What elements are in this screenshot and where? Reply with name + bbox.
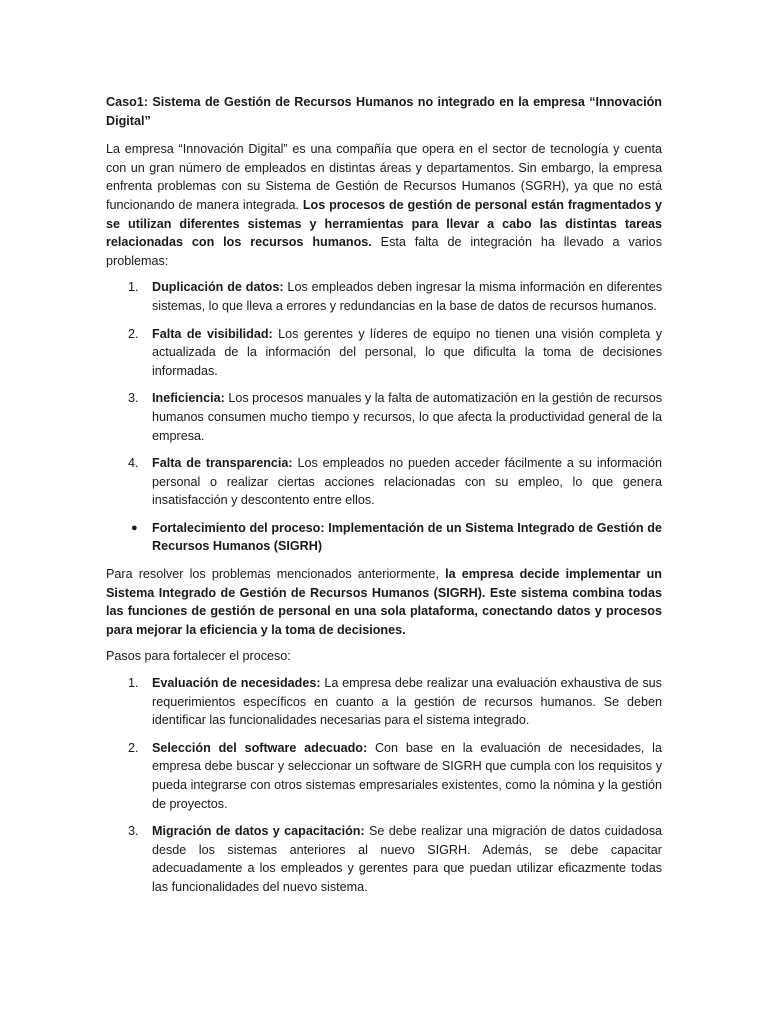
- list-number: 3.: [128, 391, 139, 406]
- list-number: 2.: [128, 326, 139, 341]
- list-number: 1.: [128, 280, 139, 295]
- steps-heading: Pasos para fortalecer el proceso:: [106, 649, 291, 664]
- intro-text: La empresa “Innovación Digital” es una compañía que opera en el sector de tecnología y cuenta con un gran número de empleados en distintas áreas y departamentos. Sin embargo, la empresa enfrenta problemas con su Sistema de Gestión de Recursos Humanos (SGRH), ya que no está funcionando de manera integrada.: [106, 142, 662, 212]
- bullet-list: [106, 519, 662, 556]
- problem-text: Los gerentes y líderes de equipo no tienen una visión completa y actualizada de la información del personal, lo que dificulta la toma de decisiones informadas.: [152, 326, 663, 378]
- problem-item: [106, 454, 662, 510]
- problem-item: [106, 325, 662, 381]
- bullet-icon: ●: [131, 521, 138, 534]
- list-number: 1.: [128, 676, 139, 691]
- bullet-item: [106, 519, 662, 556]
- problem-term: Falta de transparencia:: [152, 456, 293, 471]
- step-item: [106, 674, 662, 730]
- problem-term: Ineficiencia:: [152, 391, 225, 406]
- step-item: [106, 739, 662, 813]
- resolution-paragraph: [106, 565, 662, 639]
- list-number: 2.: [128, 740, 139, 755]
- steps-list: [106, 674, 662, 897]
- bullet-text: Fortalecimiento del proceso: Implementación de un Sistema Integrado de Gestión de Recursos Humanos (SIGRH): [152, 520, 662, 554]
- resolution-bold-text: la empresa decide implementar un Sistema Integrado de Gestión de Recursos Humanos (SIGRH). Este sistema combina todas las funciones de gestión de personal en una sola plataforma, conectando datos y procesos para mejorar la eficiencia y la toma de decisiones.: [106, 567, 662, 637]
- problems-list: [106, 278, 662, 510]
- step-text: Con base en la evaluación de necesidades, la empresa debe buscar y seleccionar un software de SIGRH que cumpla con los requisitos y pueda integrarse con otros sistemas empresariales existentes, como la nómina y la gestión de proyectos.: [152, 740, 662, 811]
- document-page: [106, 93, 662, 906]
- step-text: La empresa debe realizar una evaluación exhaustiva de sus requerimientos específicos en cuanto a la gestión de recursos humanos. Se deben identificar las funcionalidades necesarias para el sistema integrado.: [152, 676, 662, 728]
- problem-term: Falta de visibilidad:: [152, 326, 273, 341]
- problem-text: Los procesos manuales y la falta de automatización en la gestión de recursos humanos consumen mucho tiempo y recursos, lo que afecta la productividad general de la empresa.: [152, 391, 662, 443]
- problem-item: [106, 389, 662, 445]
- step-term: Selección del software adecuado:: [152, 740, 368, 755]
- intro-paragraph: [106, 140, 662, 270]
- list-number: 4.: [128, 456, 139, 471]
- problem-text: Los empleados deben ingresar la misma información en diferentes sistemas, lo que lleva a errores y redundancias en la base de datos de recursos humanos.: [152, 280, 663, 313]
- step-item: [106, 822, 662, 896]
- document-title: Caso1: Sistema de Gestión de Recursos Humanos no integrado en la empresa “Innovación Digital”: [106, 95, 662, 128]
- step-term: Migración de datos y capacitación:: [152, 824, 365, 839]
- list-number: 3.: [128, 824, 139, 839]
- problem-term: Duplicación de datos:: [152, 280, 284, 295]
- step-term: Evaluación de necesidades:: [152, 676, 321, 691]
- problem-item: [106, 278, 662, 315]
- step-text: Se debe realizar una migración de datos cuidadosa desde los sistemas anteriores al nuevo SIGRH. Además, se debe capacitar adecuadamente a los empleados y gerentes para que puedan utilizar eficazmente todas las funcionalidades del nuevo sistema.: [152, 824, 663, 894]
- intro-tail-text: Esta falta de integración ha llevado a varios problemas:: [106, 235, 662, 268]
- intro-bold-text: Los procesos de gestión de personal están fragmentados y se utilizan diferentes sistemas y herramientas para llevar a cabo las distintas tareas relacionadas con los recursos humanos.: [106, 197, 662, 250]
- resolution-text: Para resolver los problemas mencionados anteriormente,: [106, 567, 446, 582]
- problem-text: Los empleados no pueden acceder fácilmente a su información personal o realizar ciertas acciones relacionadas con su empleo, lo que genera insatisfacción y descontento entre ellos.: [152, 456, 662, 508]
